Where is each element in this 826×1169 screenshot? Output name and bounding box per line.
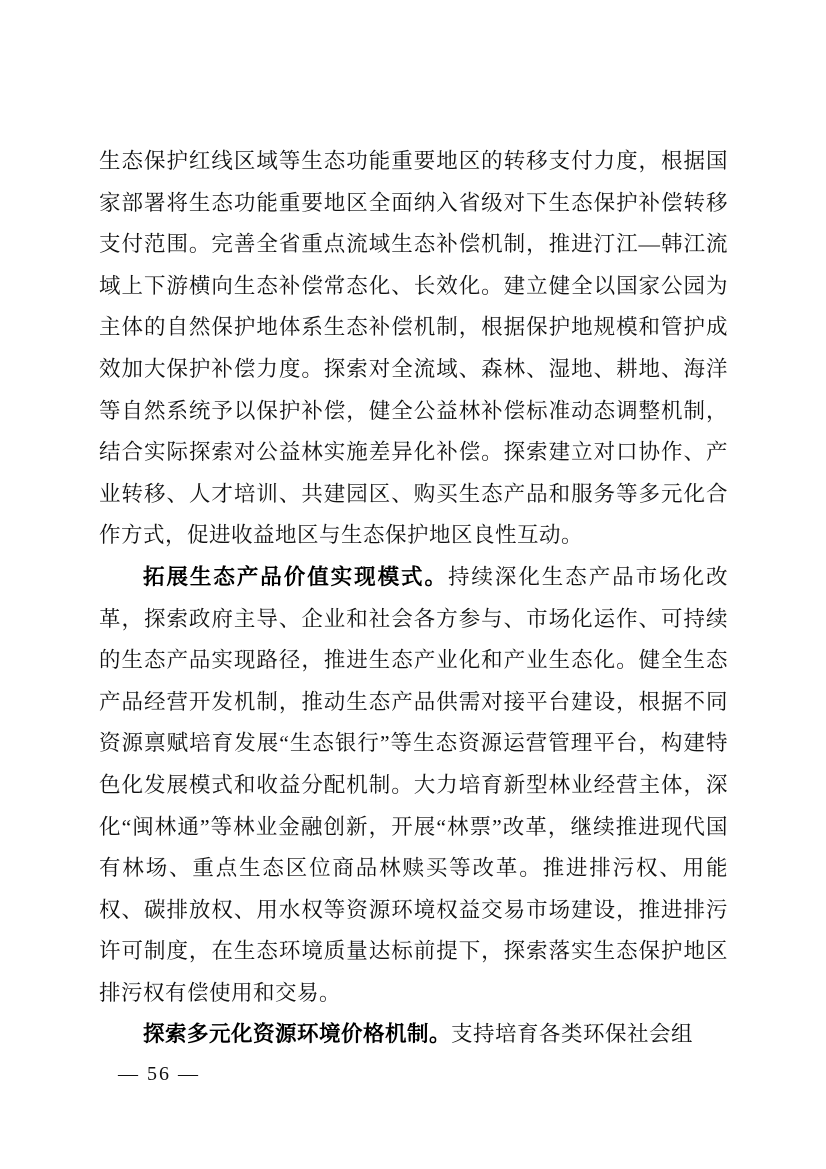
paragraph: 拓展生态产品价值实现模式。持续深化生态产品市场化改革，探索政府主导、企业和社会各方参与、市场化运作、可持续的生态产品实现路径，推进生态产业化和产业生态化。健全生态产品经营开发机制，推动生态产品供需对接平台建设，根据不同资源禀赋培育发展“生态银行”等生态资源运营管理平台，构建特色化发展模式和收益分配机制。大力培育新型林业经营主体，深化“闽林通”等林业金融创新，开展“林票”改革，继续推进现代国有林场、重点生态区位商品林赎买等改革。推进排污权、用能权、碳排放权、用水权等资源环境权益交易市场建设，推进排污许可制度，在生态环境质量达标前提下，探索落实生态保护地区排污权有偿使用和交易。 xyxy=(99,564,728,1005)
paragraph-lead: 拓展生态产品价值实现模式。 xyxy=(143,564,448,589)
page-number: — 56 — xyxy=(118,1063,200,1085)
text-content xyxy=(99,141,728,1056)
paragraph: 探索多元化资源环境价格机制。支持培育各类环保社会组 xyxy=(143,1022,694,1047)
paragraph: 生态保护红线区域等生态功能重要地区的转移支付力度，根据国家部署将生态功能重要地区全面纳入省级对下生态保护补偿转移支付范围。完善全省重点流域生态补偿机制，推进汀江—韩江流域上下游横向生态补偿常态化、长效化。建立健全以国家公园为主体的自然保护地体系生态补偿机制，根据保护地规模和管护成效加大保护补偿力度。探索对全流域、森林、湿地、耕地、海洋等自然系统予以保护补偿，健全公益林补偿标准动态调整机制，结合实际探索对公益林实施差异化补偿。探索建立对口协作、产业转移、人才培训、共建园区、购买生态产品和服务等多元化合作方式，促进收益地区与生态保护地区良性互动。 xyxy=(99,149,728,548)
paragraph-lead: 探索多元化资源环境价格机制。 xyxy=(143,1022,452,1047)
